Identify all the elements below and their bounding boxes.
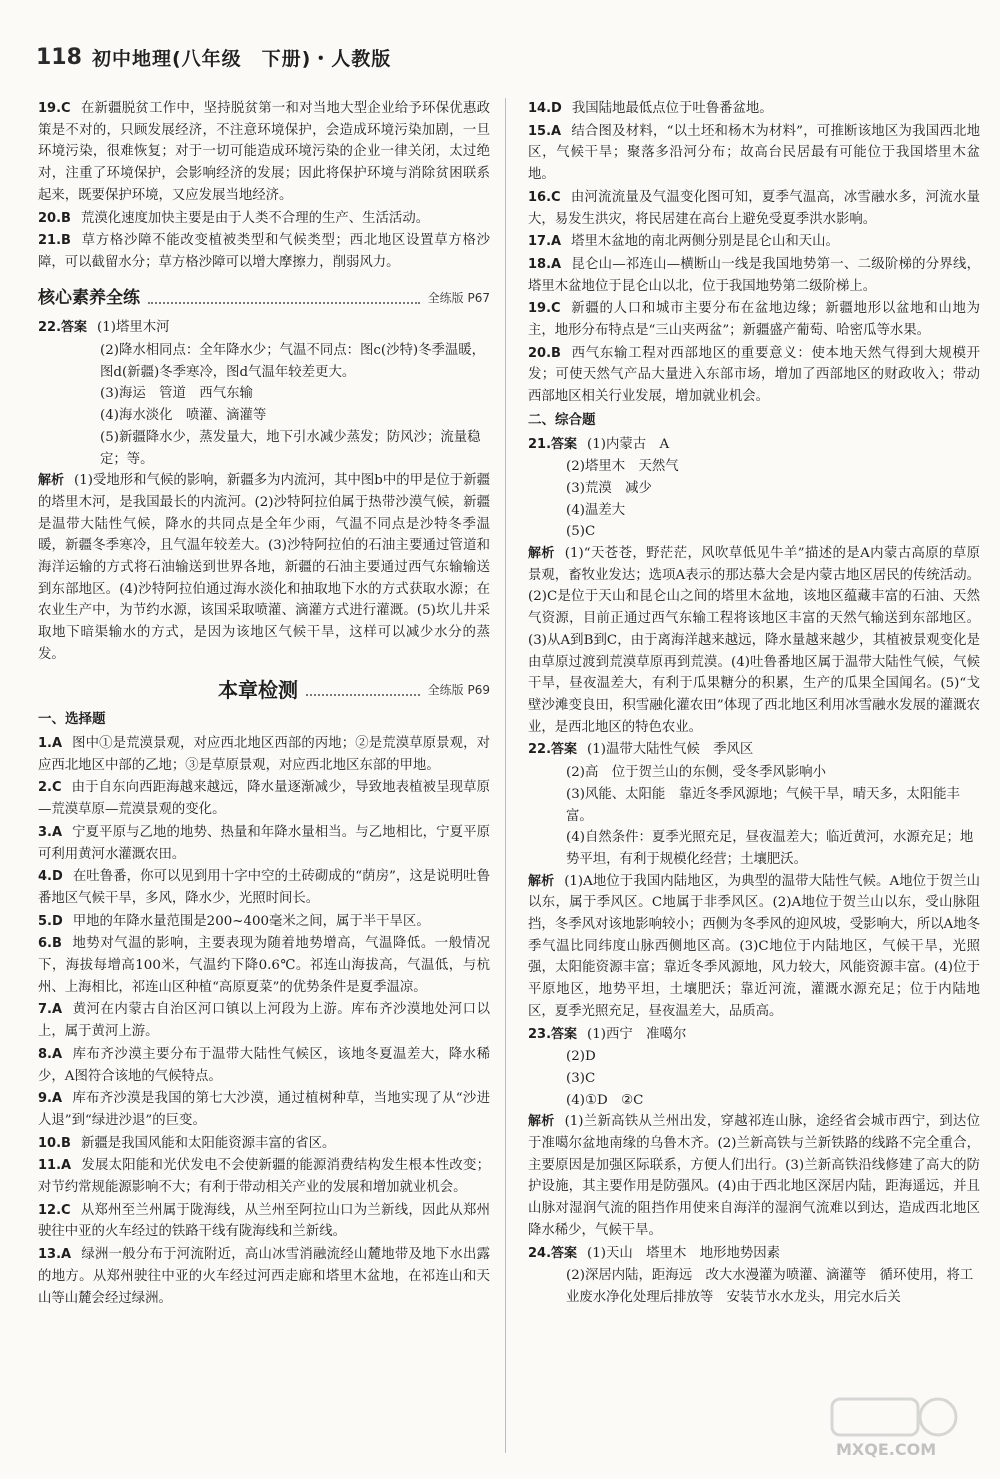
answer-line: (5)新疆降水少，蒸发量大，地下引水减少蒸发；防风沙；流量稳定；等。 <box>100 429 481 467</box>
watermark-logo <box>826 1393 964 1461</box>
answer-line: (5)C <box>566 524 596 540</box>
answer-line: (4)①D ②C <box>566 1092 644 1108</box>
answer-item <box>528 98 980 120</box>
answer-item <box>38 866 490 909</box>
answer-line: (1)塔里木河 <box>97 320 170 336</box>
answer-line: (3)C <box>566 1070 596 1086</box>
answer-text: 甲地的年降水量范围是200~400毫米之间，属于半干旱区。 <box>72 913 430 929</box>
answer-line: (1)温带大陆性气候 季风区 <box>587 742 754 758</box>
answer-number: 5.D <box>38 913 63 929</box>
answer-item <box>528 121 980 186</box>
part-heading: 一、选择题 <box>38 711 106 728</box>
answer-text: 绿洲一般分布于河流附近，高山冰雪消融流经山麓地带及地下水出露的地方。从郑州驶往中亚的火车经过河西走廊和塔里木盆地，在祁连山和天山等山麓会经过绿洲。 <box>38 1247 490 1306</box>
answer-number: 7.A <box>38 1002 63 1018</box>
answer-number: 6.B <box>38 936 62 952</box>
answer-item <box>38 208 490 230</box>
answer-line: (4)温差大 <box>566 502 626 518</box>
answer-label: 21.答案 <box>528 436 578 452</box>
analysis-text: (1)A地位于我国内陆地区，为典型的温带大陆性气候。A地位于贺兰山以东，属于季风区。C地属于非季风区。(2)A地位于贺兰山以东，受山脉阻挡，冬季风对该地影响较小；西侧为冬季风的迎风坡，受影响大，所以A地冬季气温比同纬度山脉西侧地区高。(3)C地位于内陆地区，气候干旱，光照强，太阳能资源丰富；靠近冬季风源地，风力较大，风能资源丰富。(4)位于平原地区，地势平坦，土壤肥沃；靠近河流，灌溉水源充足；位于内陆地区，夏季光照充足，昼夜温差大，品质高。 <box>528 873 980 1019</box>
answer-text: 地势对气温的影响，主要表现为随着地势增高，气温降低。一般情况下，海拔每增高100米，气温约下降0.6℃。祁连山海拔高，气温低，与杭州、上海相比，祁连山区种植“高原夏菜”的优势条件是夏季温凉。 <box>38 936 490 995</box>
answer-21 <box>528 434 980 739</box>
answer-text: 发展太阳能和光伏发电不会使新疆的能源消费结构发生根本性改变；对节约常规能源影响不大；有利于带动相关产业的发展和增加就业机会。 <box>38 1158 490 1196</box>
answer-item <box>38 999 490 1042</box>
book-title: 初中地理(八年级 下册)・人教版 <box>91 48 392 70</box>
answer-text: 西气东输工程对西部地区的重要意义：使本地天然气得到大规模开发；可使天然气产品大量进入东部市场，增加了西部地区的财政收入；带动西部地区相关行业发展，增加就业机会。 <box>528 345 980 405</box>
answer-item <box>528 343 980 408</box>
section-core-practice <box>38 288 490 310</box>
answer-line: (2)塔里木 天然气 <box>566 459 679 475</box>
answer-number: 20.B <box>528 345 561 361</box>
answer-text: 在新疆脱贫工作中，坚持脱贫第一和对当地大型企业给予环保优惠政策是不对的，只顾发展经济，不注意环境保护，会造成环境污染加剧，一旦环境污染，很难恢复；对于一切可能造成环境污染的企业一律关闭，太过绝对，注重了环境保护，会影响经济的发展；因此将保护环境与消除贫困联系起来，既要保护环境，又应发展当地经济。 <box>38 101 490 203</box>
analysis-text: (1)“天苍苍，野茫茫，风吹草低见牛羊”描述的是A内蒙古高原的草原景观，畜牧业发达；选项A表示的那达慕大会是内蒙古地区居民的传统活动。(2)C是位于天山和昆仑山之间的塔里木盆地，该地区蕴藏丰富的石油、天然气资源，目前正通过西气东输工程将该地区丰富的天然气输送到东部地区。(3)从A到B到C，由于离海洋越来越远，降水量越来越少，其植被景观变化是由草原过渡到荒漠草原再到荒漠。(4)吐鲁番地区属于温带大陆性气候，气候干旱，昼夜温差大，有利于瓜果糖分的积累，生产的瓜果全国闻名。(5)“戈壁沙滩变良田，积雪融化灌农田”体现了西北地区利用冰雪融水发展的灌溉农业，是西北地区的特色农业。 <box>528 546 980 735</box>
answer-text: 结合图及材料，“以土坯和杨木为材料”，可推断该地区为我国西北地区，气候干旱；聚落多沿河分布；故高台民居最有可能位于我国塔里木盆地。 <box>528 123 980 183</box>
answer-number: 2.C <box>38 780 62 796</box>
answer-line: (4)海水淡化 喷灌、滴灌等 <box>100 408 267 424</box>
analysis-label: 解析 <box>528 546 555 562</box>
answer-text: 新疆的人口和城市主要分布在盆地边缘；新疆地形以盆地和山地为主，地形分布特点是“三山夹两盆”；新疆盛产葡萄、哈密瓜等水果。 <box>528 301 980 339</box>
column-divider <box>505 98 506 1453</box>
answer-line: (1)内蒙古 A <box>587 436 670 452</box>
analysis-label: 解析 <box>38 473 65 489</box>
answer-text: 荒漠化速度加快主要是由于人类不合理的生产、生活活动。 <box>80 210 430 226</box>
answer-number: 18.A <box>528 256 562 272</box>
answer-item <box>38 1088 490 1131</box>
answer-line: (3)风能、太阳能 靠近冬季风源地；气候干旱，晴天多，太阳能丰富。 <box>566 786 960 824</box>
analysis-text: (1)兰新高铁从兰州出发，穿越祁连山脉，途经省会城市西宁，到达位于准噶尔盆地南缘的乌鲁木齐。(2)兰新高铁与兰新铁路的线路不完全重合，主要原因是加强区际联系，方便人们出行。(3)兰新高铁沿线修建了高大的防护设施，其主要作用是防强风。(4)由于西北地区深居内陆，距海遥远，并且山脉对湿润气流的阻挡作用使来自海洋的湿润气流难以到达，造成西北地区降水稀少，气候干旱。 <box>528 1114 980 1238</box>
answer-22 <box>38 317 490 665</box>
section-chapter-test <box>38 677 490 702</box>
answer-label: 22.答案 <box>38 320 88 336</box>
answer-text: 我国陆地最低点位于吐鲁番盆地。 <box>571 101 773 116</box>
answer-text: 库布齐沙漠是我国的第七大沙漠，通过植树种草，当地实现了从“沙进人退”到“绿进沙退”的巨变。 <box>38 1091 490 1128</box>
analysis-label: 解析 <box>528 1114 555 1130</box>
answer-text: 昆仑山—祁连山—横断山一线是我国地势第一、二级阶梯的分界线，塔里木盆地位于昆仑山以北，位于我国地势第二级阶梯上。 <box>528 256 980 294</box>
dotted-leader <box>148 302 420 304</box>
answer-text: 图中①是荒漠景观，对应西北地区西部的丙地；②是荒漠草原景观，对应西北地区中部的乙地；③是草原景观，对应西北地区东部的甲地。 <box>38 735 490 773</box>
answer-label: 22.答案 <box>528 742 578 758</box>
answer-item <box>38 1244 490 1309</box>
answer-number: 4.D <box>38 869 63 885</box>
section-title: 核心素养全练 <box>38 287 140 308</box>
answer-item <box>38 822 490 865</box>
answer-item <box>528 298 980 341</box>
answer-text: 从郑州至兰州属于陇海线，从兰州至阿拉山口为兰新线，因此从郑州驶往中亚的火车经过的铁路干线有陇海线和兰新线。 <box>38 1202 490 1240</box>
dotted-leader <box>306 694 420 696</box>
answer-line: (3)荒漠 减少 <box>566 480 652 496</box>
answer-22-right <box>528 739 980 1022</box>
answer-number: 19.C <box>38 101 71 116</box>
answer-item <box>38 1133 490 1155</box>
answer-number: 11.A <box>38 1158 72 1174</box>
answer-line: (1)天山 塔里木 地形地势因素 <box>587 1245 781 1261</box>
part-heading: 二、综合题 <box>528 411 596 428</box>
left-column <box>38 98 490 1310</box>
left-top-answers <box>38 98 490 274</box>
answer-item <box>38 1155 490 1198</box>
answer-label: 24.答案 <box>528 1245 578 1261</box>
answer-24 <box>528 1243 980 1309</box>
answer-text: 草方格沙障不能改变植被类型和气候类型；西北地区设置草方格沙障，可以截留水分；草方格沙障可以增大摩擦力，削弱风力。 <box>38 233 490 270</box>
answer-text: 由河流流量及气温变化图可知，夏季气温高，冰雪融水多，河流水量大，易发生洪灾，将民居建在高台上避免受夏季洪水影响。 <box>528 189 980 227</box>
answer-item <box>38 933 490 998</box>
analysis-text: (1)受地形和气候的影响，新疆多为内流河，其中图b中的甲是位于新疆的塔里木河，是我国最长的内流河。(2)沙特阿拉伯属于热带沙漠气候，新疆是温带大陆性气候，降水的共同点是全年少雨，气温不同点是沙特冬季温暖，新疆冬季寒冷，且气温年较差大。(3)沙特阿拉伯的石油主要通过管道和海洋运输的方式将石油输送到世界各地，新疆的石油主要通过西气东输输送到东部地区。(4)沙特阿拉伯通过海水淡化和抽取地下水的方式获取水源；在农业生产中，为节约水源，该国采取喷灌、滴灌方式进行灌溉。(5)坎儿井采取地下暗渠输水的方式，是因为该地区气候干旱，这样可以减少水分的蒸发。 <box>38 473 490 662</box>
page-number: 118 <box>36 45 82 70</box>
answer-item <box>528 187 980 230</box>
answer-text: 宁夏平原与乙地的地势、热量和年降水量相当。与乙地相比，宁夏平原可利用黄河水灌溉农田。 <box>38 824 490 862</box>
answer-number: 20.B <box>38 210 71 226</box>
answer-item <box>38 1200 490 1243</box>
answer-number: 14.D <box>528 101 562 116</box>
answer-number: 17.A <box>528 234 562 250</box>
page-header <box>36 44 391 71</box>
answer-item <box>38 733 490 776</box>
answer-number: 16.C <box>528 189 561 205</box>
section-ref: 全练版 P67 <box>427 290 490 305</box>
answer-number: 3.A <box>38 824 63 840</box>
answer-number: 21.B <box>38 233 71 249</box>
answer-line: (3)海运 管道 西气东输 <box>100 386 253 402</box>
answer-number: 12.C <box>38 1202 71 1218</box>
answer-item <box>38 230 490 273</box>
answer-number: 19.C <box>528 301 561 317</box>
right-column <box>528 98 980 1309</box>
answer-text: 库布齐沙漠主要分布于温带大陆性气候区，该地冬夏温差大，降水稀少，A图符合该地的气候特点。 <box>38 1046 490 1084</box>
answer-number: 8.A <box>38 1046 63 1062</box>
answer-item <box>528 254 980 297</box>
section-ref: 全练版 P69 <box>427 682 490 697</box>
answer-23 <box>528 1024 980 1242</box>
answer-item <box>38 777 490 820</box>
answer-line: (1)西宁 准噶尔 <box>587 1026 687 1042</box>
answer-line: (2)降水相同点：全年降水少；气温不同点：图c(沙特)冬季温暖，图d(新疆)冬季寒冷，图d气温年较差更大。 <box>100 343 486 380</box>
answer-line: (2)深居内陆，距海远 改大水漫灌为喷灌、滴灌等 循环使用，将工业废水净化处理后排放等 安装节水水龙头，用完水后关 <box>566 1268 974 1305</box>
answer-text: 在吐鲁番，你可以见到用十字中空的土砖砌成的“荫房”，这是说明吐鲁番地区气候干旱，多风，降水少，光照时间长。 <box>38 869 490 906</box>
answer-number: 9.A <box>38 1091 63 1107</box>
answer-text: 黄河在内蒙古自治区河口镇以上河段为上游。库布齐沙漠地处河口以上，属于黄河上游。 <box>38 1002 490 1040</box>
answer-item <box>38 1044 490 1087</box>
answer-number: 1.A <box>38 735 63 751</box>
analysis-label: 解析 <box>528 873 555 889</box>
answer-text: 塔里木盆地的南北两侧分别是昆仑山和天山。 <box>571 234 839 250</box>
answer-number: 15.A <box>528 123 562 139</box>
section-title: 本章检测 <box>218 677 298 702</box>
right-top-answers <box>528 98 980 408</box>
answer-line: (2)D <box>566 1049 596 1065</box>
answer-item <box>38 98 490 207</box>
answer-item <box>528 231 980 253</box>
answer-line: (4)自然条件：夏季光照充足，昼夜温差大；临近黄河，水源充足；地势平坦，有利于规模化经营；土壤肥沃。 <box>566 830 974 867</box>
answer-number: 10.B <box>38 1135 71 1151</box>
answer-text: 由于自东向西距海越来越远，降水量逐渐减少，导致地表植被呈现草原—荒漠草原—荒漠景观的变化。 <box>38 780 490 818</box>
answer-text: 新疆是我国风能和太阳能资源丰富的省区。 <box>80 1135 336 1151</box>
answer-number: 13.A <box>38 1247 72 1263</box>
answer-line: (2)高 位于贺兰山的东侧，受冬季风影响小 <box>566 765 826 781</box>
answer-label: 23.答案 <box>528 1026 578 1042</box>
watermark-url: MXQE.COM <box>836 1440 937 1459</box>
answer-item <box>38 911 490 933</box>
left-bottom-answers <box>38 733 490 1309</box>
